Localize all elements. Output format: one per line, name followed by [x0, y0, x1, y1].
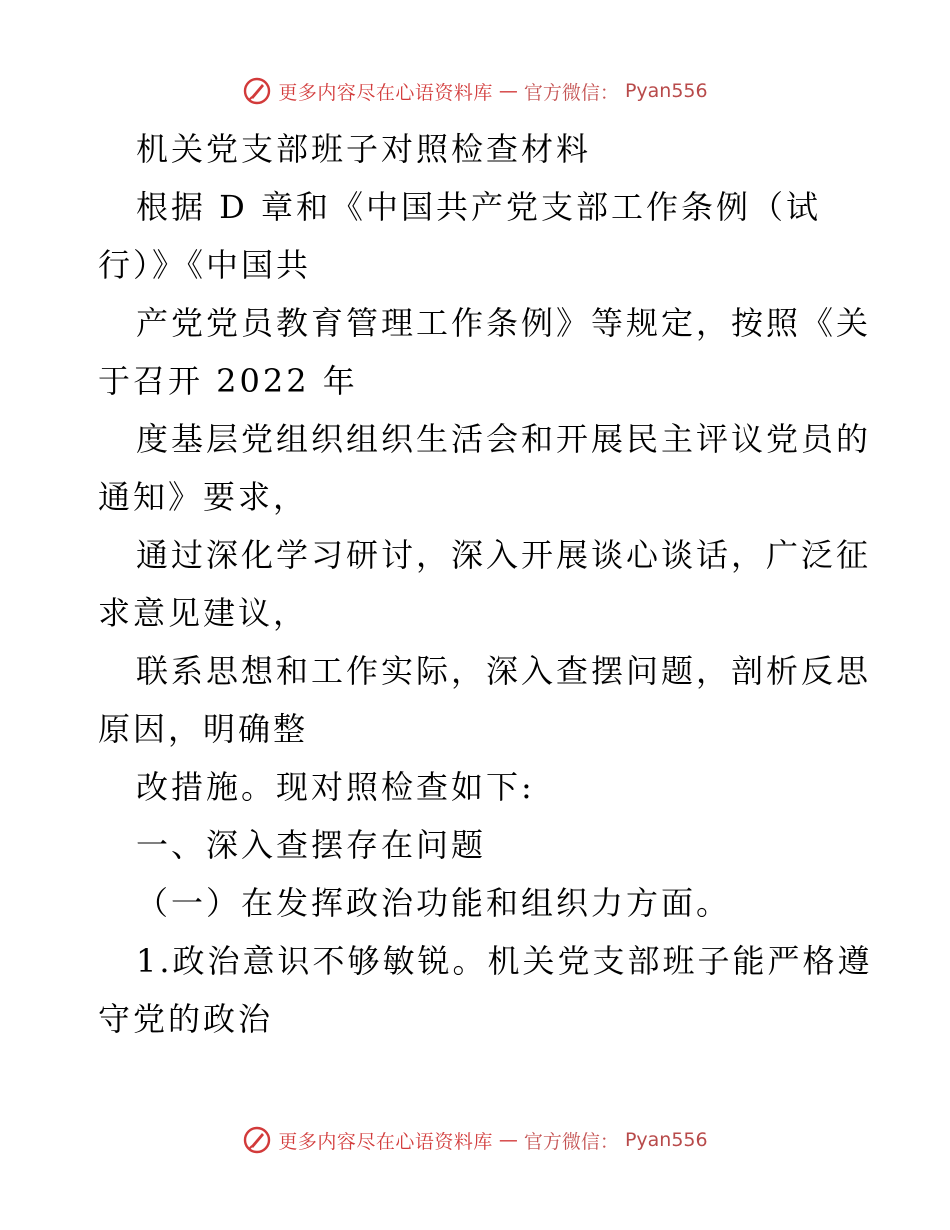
paragraph-line: 求意见建议， — [98, 594, 309, 632]
paragraph-line: 行）》《中国共 — [98, 246, 312, 284]
quill-circle-icon — [242, 76, 272, 106]
section-heading: 一、深入查摆存在问题 — [136, 826, 487, 864]
document-title: 机关党支部班子对照检查材料 — [136, 130, 592, 168]
watermark-contact-id: Pyan556 — [624, 1129, 708, 1151]
paragraph-line: 改措施。现对照检查如下: — [136, 768, 535, 806]
watermark-brand-text: 更多内容尽在心语资料库 — [278, 1130, 493, 1153]
paragraph-line: 根据 D 章和《中国共产党支部工作条例（试 — [136, 188, 822, 226]
paragraph-line: 通知》要求， — [98, 478, 309, 516]
paragraph-line: 联系思想和工作实际，深入查摆问题，剖析反思 — [136, 652, 872, 690]
footer-watermark — [0, 1120, 950, 1160]
watermark-contact-id: Pyan556 — [624, 80, 708, 102]
paragraph-line: 产党党员教育管理工作条例》等规定，按照《关 — [136, 304, 872, 342]
paragraph-line: 原因，明确整 — [98, 710, 309, 748]
quill-circle-icon — [242, 1125, 272, 1155]
watermark-contact-label: 官方微信： — [523, 81, 619, 104]
watermark-brand-text: 更多内容尽在心语资料库 — [278, 81, 493, 104]
watermark-contact-label: 官方微信： — [523, 1130, 619, 1153]
watermark-separator: — — [498, 80, 518, 102]
paragraph-line: 1.政治意识不够敏锐。机关党支部班子能严格遵 — [136, 942, 873, 980]
header-watermark — [0, 71, 950, 111]
subsection-heading: （一）在发挥政治功能和组织力方面。 — [136, 884, 732, 922]
watermark-separator: — — [498, 1129, 518, 1151]
document-body — [98, 120, 873, 1048]
paragraph-line: 通过深化学习研讨，深入开展谈心谈话，广泛征 — [136, 536, 872, 574]
paragraph-line: 于召开 2022 年 — [98, 362, 358, 400]
paragraph-line: 度基层党组织组织生活会和开展民主评议党员的 — [136, 420, 872, 458]
paragraph-line: 守党的政治 — [98, 1000, 274, 1038]
